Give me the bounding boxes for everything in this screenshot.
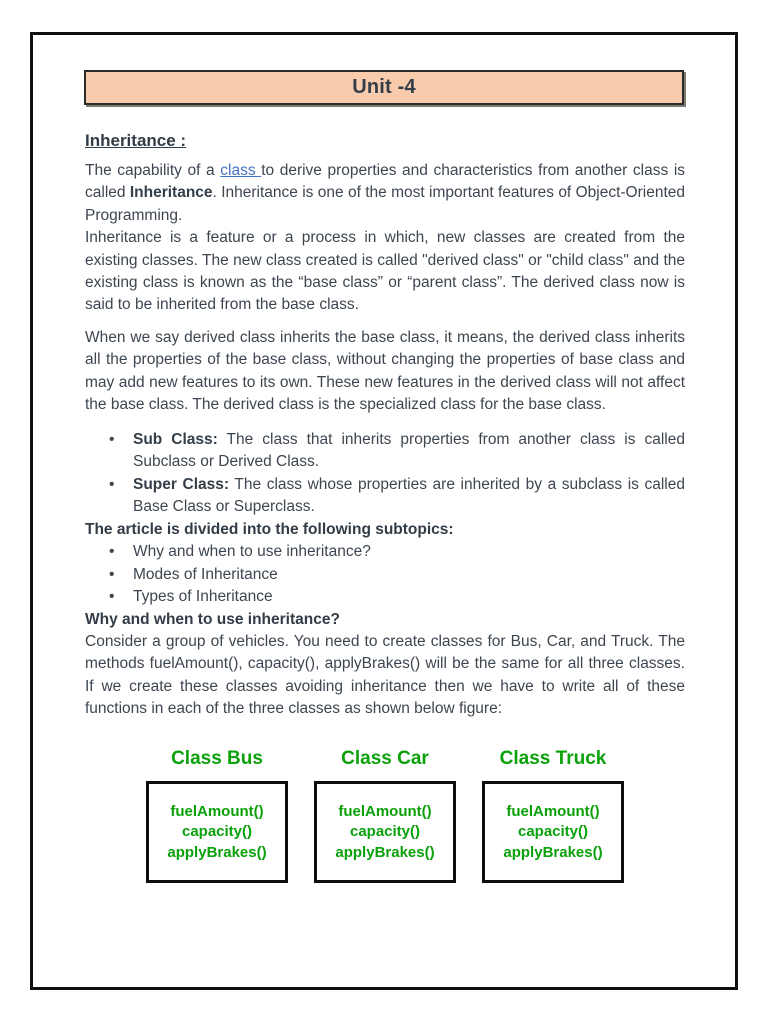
truck-method-applybrakes: applyBrakes() [503,843,603,861]
inheritance-heading: Inheritance : [85,131,187,150]
subtopics-heading: The article is divided into the following subtopics: [85,520,454,538]
paragraph-inherits-all: When we say derived class inherits the base class, it means, the derived class inherits all the properties of the base class, without changing the properties of base class and may add new features to its own. These new features in the derived class will not affect the base class. The derived class is the specialized class for the base class. [85,328,685,414]
diagram-column-truck [482,745,624,884]
subclass-text: The class that inherits properties from another class is called Subclass or Derived Class. [133,430,685,471]
bus-method-applybrakes: applyBrakes() [167,843,267,861]
class-bus-title: Class Bus [171,747,263,769]
class-truck-box [482,781,624,883]
unit-title-box [84,70,684,105]
class-car-box [314,781,456,883]
class-types-list [85,429,685,519]
subtopics-list [85,541,685,608]
class-link[interactable]: class [220,161,262,179]
para1-text-3: . Inheritance is one of the most important features of Object-Oriented Programming. [85,184,685,224]
class-truck-title: Class Truck [499,747,607,769]
truck-method-capacity: capacity() [517,823,589,841]
list-item-types: • Types of Inheritance [85,586,685,608]
para1-text-1: The capability of a [85,161,221,179]
class-diagram [85,745,685,884]
car-method-fuelamount: fuelAmount() [338,803,432,821]
list-item-modes: • Modes of Inheritance [85,564,685,586]
truck-method-fuelamount: fuelAmount() [506,803,600,821]
para1-text-2: to derive properties and characteristics from another class is called [85,161,686,202]
inheritance-bold-word: Inheritance [129,184,213,202]
paragraph-derived-base: Inheritance is a feature or a process in which, new classes are created from the existing classes. The new class created is called "derived class" or "child class" and the existing class is known as the “base class” or “parent class”. The derived class now is said to be inherited from the base class. [85,229,685,314]
list-item-subclass [85,429,685,474]
superclass-label: Super Class: [133,475,230,493]
superclass-text: The class whose properties are inherited by a subclass is called Base Class or Superclass. [133,475,685,516]
unit-title: Unit -4 [352,76,416,98]
subclass-label: Sub Class: [133,430,218,448]
bus-method-fuelamount: fuelAmount() [170,803,264,821]
class-bus-box [146,781,288,883]
class-car-title: Class Car [341,747,429,769]
list-item-why-when: • Why and when to use inheritance? [85,541,685,563]
car-method-applybrakes: applyBrakes() [335,843,435,861]
list-item-superclass [85,474,685,519]
diagram-column-bus [146,745,288,884]
car-method-capacity: capacity() [349,823,421,841]
paragraph-definition [85,160,685,227]
article-body [85,129,685,883]
bus-method-capacity: capacity() [181,823,253,841]
paragraph-vehicles: Consider a group of vehicles. You need to create classes for Bus, Car, and Truck. The methods fuelAmount(), capacity(), applyBrakes() will be the same for all three classes. If we create these classes avoiding inheritance then we have to write all of these functions in each of the three classes as shown below figure: [85,633,685,718]
diagram-column-car [314,745,456,884]
why-when-heading: Why and when to use inheritance? [85,610,340,628]
document-page [30,32,738,990]
